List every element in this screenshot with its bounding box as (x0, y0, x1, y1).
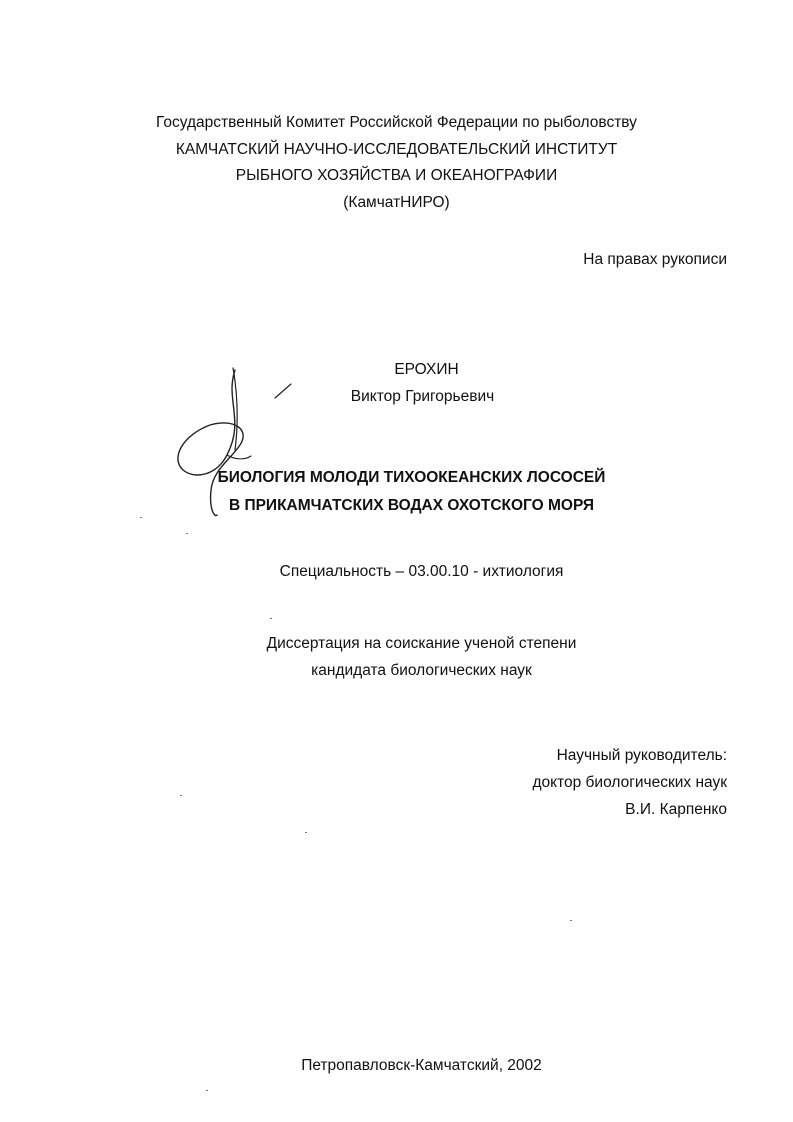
scan-speck (140, 517, 142, 518)
institute-abbreviation: (КамчатНИРО) (343, 194, 450, 211)
dissertation-title-line2: В ПРИКАМЧАТСКИХ ВОДАХ ОХОТСКОГО МОРЯ (228, 497, 595, 514)
author-given-names: Виктор Григорьевич (350, 388, 495, 405)
scan-speck (570, 920, 572, 921)
dissertation-title-line1: БИОЛОГИЯ МОЛОДИ ТИХООКЕАНСКИХ ЛОСОСЕЙ (217, 469, 606, 486)
scan-speck (180, 795, 182, 796)
degree-statement-line2: кандидата биологических наук (311, 662, 532, 679)
institute-name-line1: КАМЧАТСКИЙ НАУЧНО-ИССЛЕДОВАТЕЛЬСКИЙ ИНСТИТУТ (175, 141, 618, 158)
scan-speck (305, 832, 307, 833)
author-surname: ЕРОХИН (394, 361, 459, 378)
institute-name-line2: РЫБНОГО ХОЗЯЙСТВА И ОКЕАНОГРАФИИ (235, 167, 558, 184)
supervisor-name: В.И. Карпенко (625, 801, 727, 818)
supervisor-label: Научный руководитель: (556, 747, 727, 764)
specialty: Специальность – 03.00.10 - ихтиология (279, 563, 564, 580)
supervisor-degree: доктор биологических наук (532, 774, 727, 791)
degree-statement-line1: Диссертация на соискание ученой степени (266, 635, 577, 652)
manuscript-note: На правах рукописи (583, 251, 727, 268)
scan-speck (206, 1090, 208, 1091)
scan-speck (186, 533, 188, 534)
committee-name: Государственный Комитет Российской Федерации по рыболовству (156, 114, 637, 131)
place-and-year: Петропавловск-Камчатский, 2002 (301, 1057, 542, 1074)
scan-speck (270, 618, 272, 619)
